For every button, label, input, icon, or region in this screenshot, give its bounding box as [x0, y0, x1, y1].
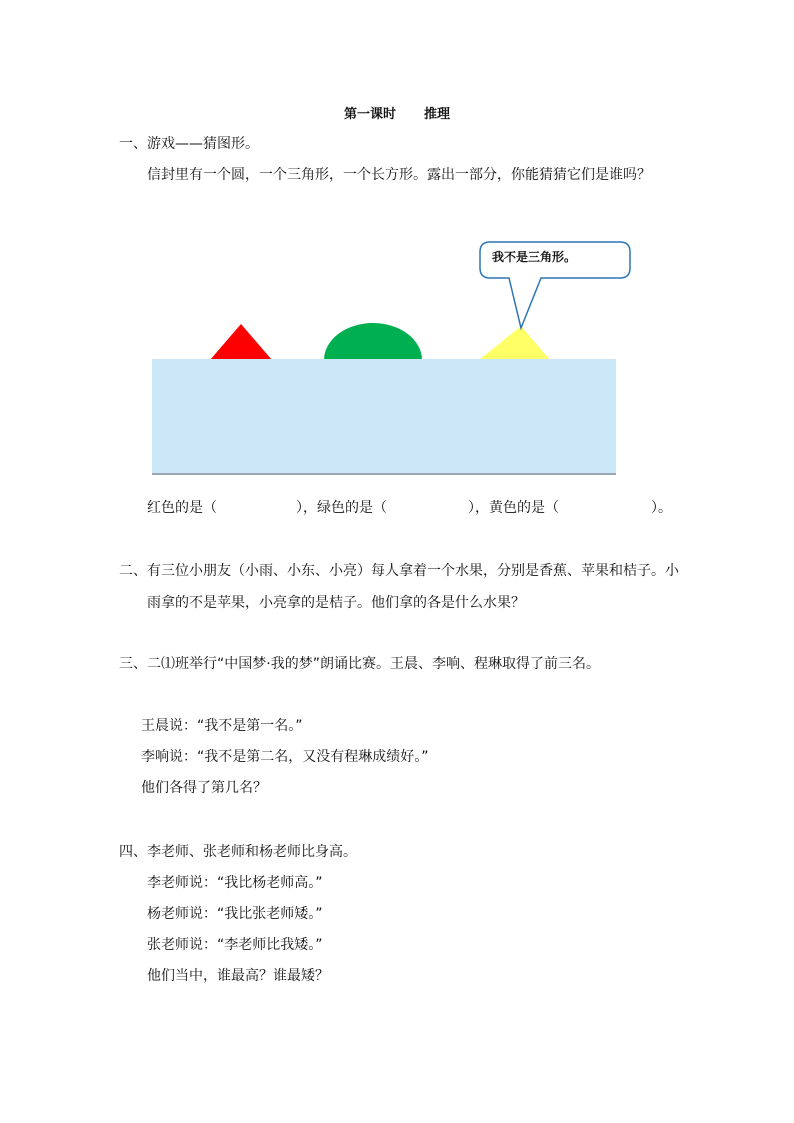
- section3-question: 他们各得了第几名？: [141, 780, 267, 796]
- section2-line2: 雨拿的不是苹果，小亮拿的是桔子。他们拿的各是什么水果？: [147, 595, 525, 611]
- section4-heading: 四、李老师、张老师和杨老师比身高。: [119, 844, 357, 860]
- answer-green: ），绿色的是（: [296, 500, 387, 516]
- topic-label: 推理: [424, 107, 451, 122]
- answer-red: 红色的是（: [147, 500, 217, 516]
- section4-line2: 杨老师说：“我比张老师矮。”: [147, 906, 323, 922]
- section4-line1: 李老师说：“我比杨老师高。”: [147, 875, 323, 891]
- section1-intro: 信封里有一个圆，一个三角形，一个长方形。露出一部分，你能猜猜它们是谁吗？: [147, 167, 651, 183]
- section4-line3: 张老师说：“李老师比我矮。”: [147, 937, 323, 953]
- section3-line1: 王晨说：“我不是第一名。”: [141, 718, 303, 734]
- section3-heading: 三、二⑴班举行“中国梦·我的梦”朗诵比赛。王晨、李响、程琳取得了前三名。: [119, 656, 600, 672]
- section3-line2: 李响说：“我不是第二名，又没有程琳成绩好。”: [141, 749, 429, 765]
- lesson-label: 第一课时: [343, 107, 396, 122]
- speech-bubble-text: 我不是三角形。: [492, 250, 577, 264]
- answer-end: ）。: [651, 500, 672, 516]
- section1-heading: 一、游戏——猜图形。: [119, 136, 259, 152]
- answer-yellow: ），黄色的是（: [468, 500, 559, 516]
- section4-question: 他们当中，谁最高？谁最矮？: [147, 968, 329, 984]
- section2-line1: 二、有三位小朋友（小雨、小东、小亮）每人拿着一个水果，分别是香蕉、苹果和桔子。小: [119, 563, 679, 579]
